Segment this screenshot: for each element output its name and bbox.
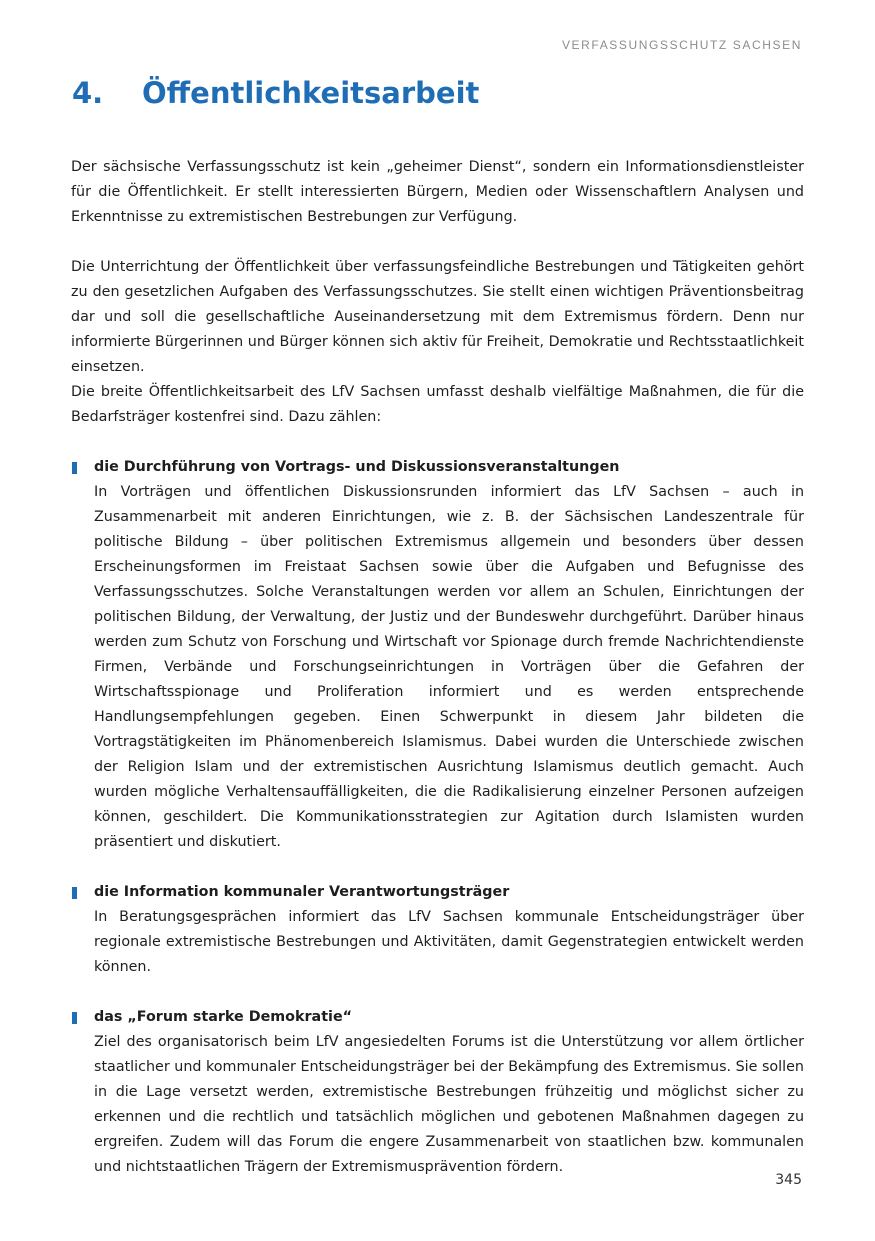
bullet-square-icon	[72, 887, 77, 899]
list-item-text: Ziel des organisatorisch beim LfV angesiedelten Forums ist die Unterstützung vor allem örtlicher staatlicher und kommunaler Entscheidungsträger bei der Bekämpfung des Extremismus. Sie sollen in die Lage versetzt werden, extremistische Bestrebungen frühzeitig und möglichst sicher zu erkennen und die rechtlich und tatsächlich möglichen und gebotenen Maßnahmen dagegen zu ergreifen. Zudem will das Forum die engere Zusammenarbeit von staatlichen bzw. kommunalen und nichtstaatlichen Trägern der Extremismusprävention fördern.	[94, 1034, 804, 1175]
body-content	[71, 155, 804, 1180]
duties-paragraph: Die Unterrichtung der Öffentlichkeit über verfassungsfeindliche Bestrebungen und Tätigkeiten gehört zu den gesetzlichen Aufgaben des Verfassungsschutzes. Sie stellt einen wichtigen Präventionsbeitrag dar und soll die gesellschaftliche Auseinandersetzung mit dem Extremismus fördern. Denn nur informierte Bürgerinnen und Bürger können sich aktiv für Freiheit, Demokratie und Rechtsstaatlichkeit einsetzen.	[71, 259, 804, 375]
list-item-text: In Beratungsgesprächen informiert das LfV Sachsen kommunale Entscheidungsträger über regionale extremistische Bestrebungen und Aktivitäten, damit Gegenstrategien entwickelt werden können.	[94, 909, 804, 975]
chapter-heading	[72, 76, 479, 110]
list-item	[71, 880, 804, 980]
list-item-title: die Information kommunaler Verantwortungsträger	[94, 884, 510, 900]
list-item-text: In Vorträgen und öffentlichen Diskussionsrunden informiert das LfV Sachsen – auch in Zusammenarbeit mit anderen Einrichtungen, wie z. B. der Sächsischen Landeszentrale für politische Bildung – über politischen Extremismus allgemein und besonders über dessen Erscheinungsformen im Freistaat Sachsen sowie über die Aufgaben und Befugnisse des Verfassungsschutzes. Solche Veranstaltungen werden vor allem an Schulen, Einrichtungen der politischen Bildung, der Verwaltung, der Justiz und der Bundeswehr durchgeführt. Darüber hinaus werden zum Schutz von Forschung und Wirtschaft vor Spionage durch fremde Nachrichtendienste Firmen, Verbände und Forschungseinrichtungen in Vorträgen über die Gefahren der Wirtschaftsspionage und Proliferation informiert und es werden entsprechende Handlungsempfehlungen gegeben. Einen Schwerpunkt in diesem Jahr bildeten die Vortragstätigkeiten im Phänomenbereich Islamismus. Dabei wurden die Unterschiede zwischen der Religion Islam und der extremistischen Ausrichtung Islamismus deutlich gemacht. Auch wurden mögliche Verhaltensauffälligkeiten, die die Radikalisierung einzelner Personen aufzeigen können, geschildert. Die Kommunikationsstrategien zur Agitation durch Islamisten wurden präsentiert und diskutiert.	[94, 484, 804, 850]
list-item	[71, 455, 804, 855]
bullet-square-icon	[72, 1012, 77, 1024]
chapter-title: Öffentlichkeitsarbeit	[142, 76, 480, 110]
list-item	[71, 1005, 804, 1180]
intro-paragraph: Der sächsische Verfassungsschutz ist kein „geheimer Dienst“, sondern ein Informationsdienstleister für die Öffentlichkeit. Er stellt interessierten Bürgern, Medien oder Wissenschaftlern Analysen und Erkenntnisse zu extremistischen Bestrebungen zur Verfügung.	[71, 159, 804, 225]
chapter-number: 4.	[72, 76, 104, 110]
list-item-title: die Durchführung von Vortrags- und Diskussionsveranstaltungen	[94, 459, 620, 475]
running-header: VERFASSUNGSSCHUTZ SACHSEN	[561, 38, 802, 52]
page-number: 345	[775, 1172, 802, 1188]
measures-paragraph: Die breite Öffentlichkeitsarbeit des LfV Sachsen umfasst deshalb vielfältige Maßnahmen, die für die Bedarfsträger kostenfrei sind. Dazu zählen:	[71, 384, 804, 425]
bullet-square-icon	[72, 462, 77, 474]
list-item-title: das „Forum starke Demokratie“	[94, 1009, 353, 1025]
